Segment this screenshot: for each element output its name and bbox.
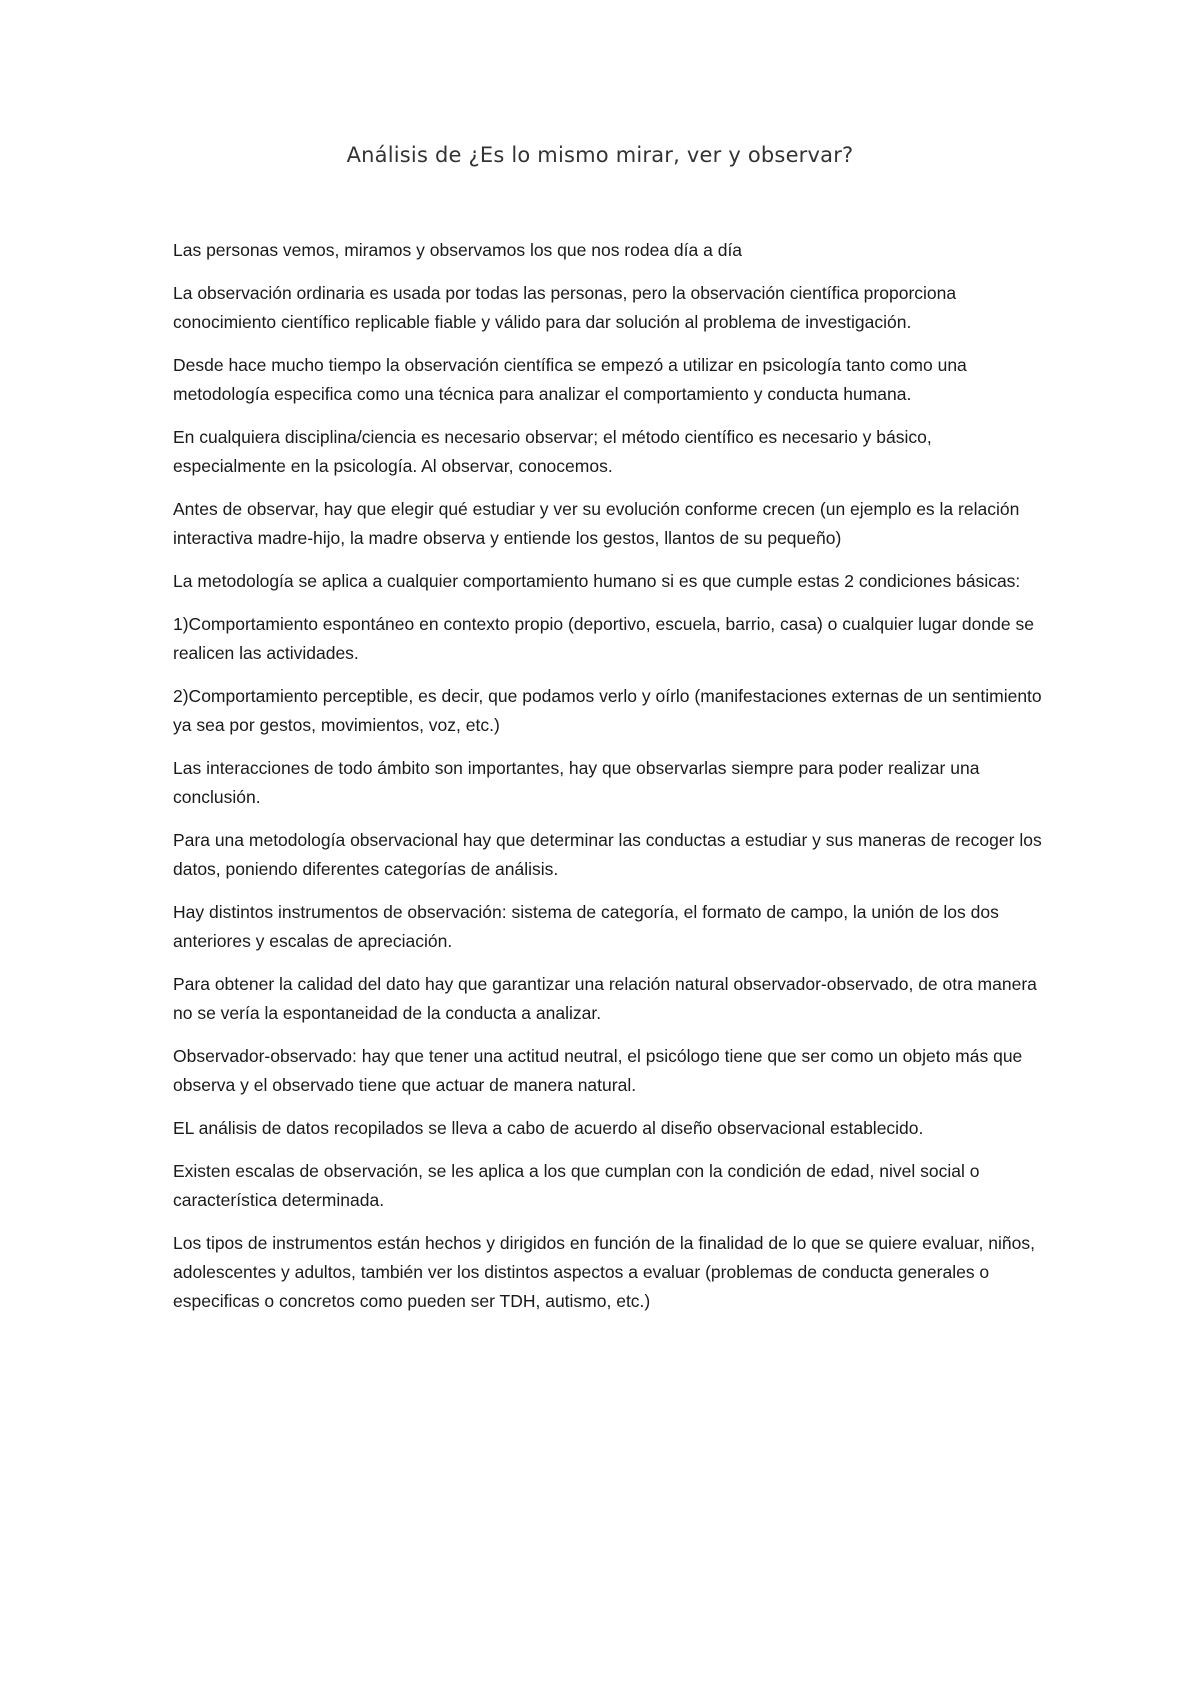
paragraph: En cualquiera disciplina/ciencia es necesario observar; el método científico es necesario y básico, especialmente en la psicología. Al observar, conocemos. bbox=[173, 427, 932, 476]
paragraph: Hay distintos instrumentos de observación: sistema de categoría, el formato de campo, la unión de los dos anteriores y escalas de apreciación. bbox=[173, 902, 999, 951]
document-title: Análisis de ¿Es lo mismo mirar, ver y observar? bbox=[346, 143, 854, 167]
paragraph: Las interacciones de todo ámbito son importantes, hay que observarlas siempre para poder realizar una conclusión. bbox=[173, 758, 980, 807]
paragraph: EL análisis de datos recopilados se lleva a cabo de acuerdo al diseño observacional establecido. bbox=[173, 1118, 924, 1138]
paragraph: La metodología se aplica a cualquier comportamiento humano si es que cumple estas 2 condiciones básicas: bbox=[173, 571, 1021, 591]
paragraph: La observación ordinaria es usada por todas las personas, pero la observación científica proporciona conocimiento científico replicable fiable y válido para dar solución al problema de investigación. bbox=[173, 283, 957, 332]
document-body bbox=[173, 236, 1043, 1330]
paragraph: 2)Comportamiento perceptible, es decir, que podamos verlo y oírlo (manifestaciones externas de un sentimiento ya sea por gestos, movimientos, voz, etc.) bbox=[173, 686, 1042, 735]
paragraph: Existen escalas de observación, se les aplica a los que cumplan con la condición de edad, nivel social o característica determinada. bbox=[173, 1161, 980, 1210]
paragraph: Para una metodología observacional hay que determinar las conductas a estudiar y sus maneras de recoger los datos, poniendo diferentes categorías de análisis. bbox=[173, 830, 1042, 879]
paragraph: 1)Comportamiento espontáneo en contexto propio (deportivo, escuela, barrio, casa) o cualquier lugar donde se realicen las actividades. bbox=[173, 614, 1034, 663]
paragraph: Los tipos de instrumentos están hechos y dirigidos en función de la finalidad de lo que se quiere evaluar, niños, adolescentes y adultos, también ver los distintos aspectos a evaluar (problemas de conducta generales o especificas o concretos como pueden ser TDH, autismo, etc.) bbox=[173, 1233, 1035, 1311]
paragraph: Las personas vemos, miramos y observamos los que nos rodea día a día bbox=[173, 240, 743, 260]
paragraph: Para obtener la calidad del dato hay que garantizar una relación natural observador-observado, de otra manera no se vería la espontaneidad de la conducta a analizar. bbox=[173, 974, 1037, 1023]
paragraph: Observador-observado: hay que tener una actitud neutral, el psicólogo tiene que ser como un objeto más que observa y el observado tiene que actuar de manera natural. bbox=[173, 1046, 1023, 1095]
paragraph: Antes de observar, hay que elegir qué estudiar y ver su evolución conforme crecen (un ejemplo es la relación interactiva madre-hijo, la madre observa y entiende los gestos, llantos de su pequeño) bbox=[173, 499, 1020, 548]
paragraph: Desde hace mucho tiempo la observación científica se empezó a utilizar en psicología tanto como una metodología especifica como una técnica para analizar el comportamiento y conducta humana. bbox=[173, 355, 967, 404]
